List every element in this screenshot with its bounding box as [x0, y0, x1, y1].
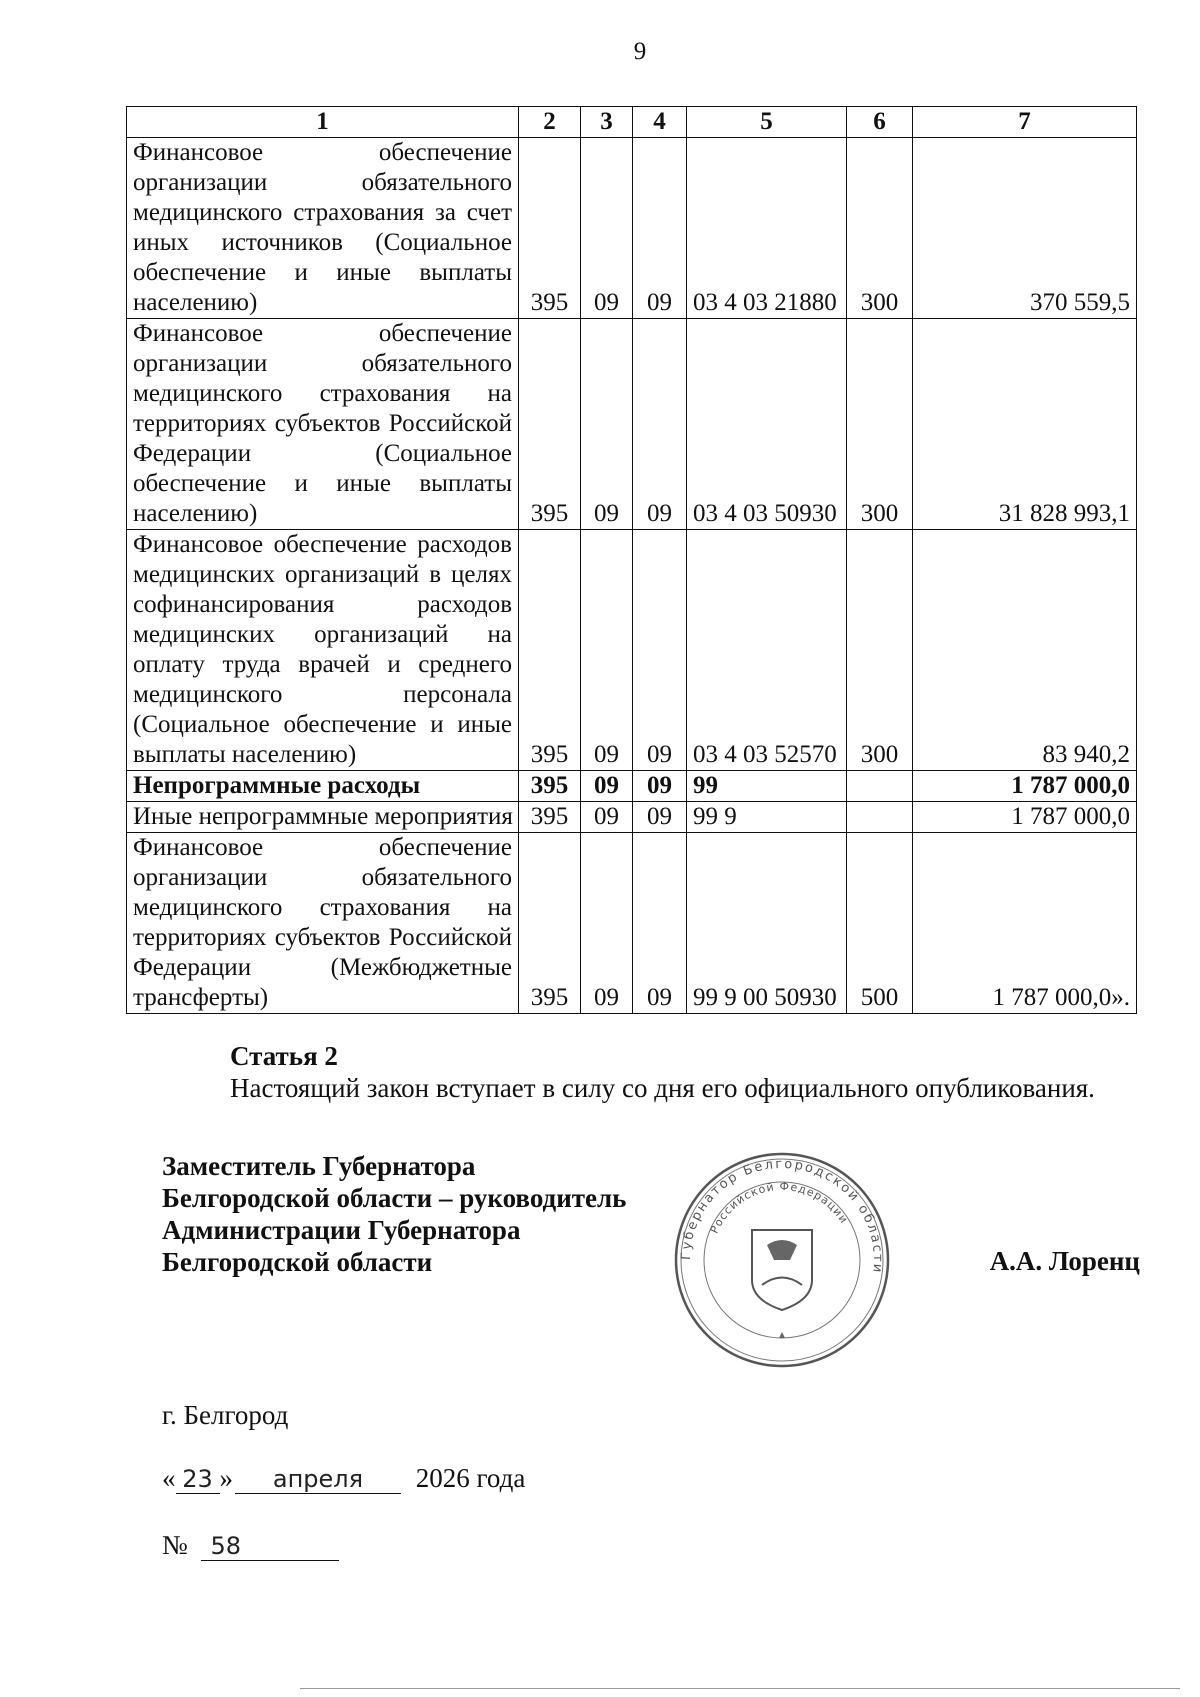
row-subsection: 09 [633, 833, 687, 1014]
row-ministry-code: 395 [519, 530, 581, 771]
document-number [162, 1530, 339, 1561]
row-name: Иные непрограммные мероприятия [127, 802, 519, 833]
row-expense-type: 300 [847, 138, 913, 319]
signer-title-line: Администрации Губернатора [162, 1215, 521, 1245]
table-row [127, 833, 1137, 1014]
number-value: 58 [201, 1532, 339, 1561]
place: г. Белгород [162, 1400, 289, 1430]
row-amount: 1 787 000,0 [913, 802, 1137, 833]
row-section: 09 [581, 319, 633, 530]
budget-table [126, 106, 1137, 1014]
row-section: 09 [581, 138, 633, 319]
signer-title-line: Белгородской области [162, 1247, 433, 1277]
table-row [127, 802, 1137, 833]
table-row [127, 530, 1137, 771]
header-col-3: 3 [581, 107, 633, 138]
date-open-quote: « [162, 1463, 176, 1493]
number-label: № [162, 1530, 188, 1560]
row-section: 09 [581, 771, 633, 802]
table-row-total [127, 771, 1137, 802]
row-ministry-code: 395 [519, 802, 581, 833]
header-col-5: 5 [687, 107, 847, 138]
header-col-2: 2 [519, 107, 581, 138]
table-row [127, 138, 1137, 319]
signer-title-line: Белгородской области – руководитель [162, 1183, 627, 1213]
row-subsection: 09 [633, 138, 687, 319]
date-month: апреля [235, 1465, 401, 1494]
row-target-article: 99 9 [687, 802, 847, 833]
header-col-6: 6 [847, 107, 913, 138]
svg-text:Российской Федерации: Российской Федерации [707, 1179, 851, 1236]
row-expense-type [847, 802, 913, 833]
table-row [127, 319, 1137, 530]
row-section: 09 [581, 833, 633, 1014]
header-col-7: 7 [913, 107, 1137, 138]
row-section: 09 [581, 530, 633, 771]
row-subsection: 09 [633, 802, 687, 833]
row-expense-type: 300 [847, 319, 913, 530]
row-amount: 31 828 993,1 [913, 319, 1137, 530]
row-section: 09 [581, 802, 633, 833]
row-expense-type: 500 [847, 833, 913, 1014]
date-line [162, 1463, 525, 1494]
row-amount: 83 940,2 [913, 530, 1137, 771]
row-ministry-code: 395 [519, 138, 581, 319]
row-name: Финансовое обеспечение организации обязательного медицинского страхования на территориях субъектов Российской Федерации (Социальное обеспечение и иные выплаты населению) [127, 319, 519, 530]
date-year: 2026 года [415, 1463, 526, 1493]
row-name: Непрограммные расходы [127, 771, 519, 802]
row-target-article: 99 9 00 50930 [687, 833, 847, 1014]
date-close-quote: » [219, 1463, 233, 1493]
row-subsection: 09 [633, 319, 687, 530]
row-ministry-code: 395 [519, 833, 581, 1014]
row-name: Финансовое обеспечение организации обязательного медицинского страхования на территориях субъектов Российской Федерации (Межбюджетные трансферты) [127, 833, 519, 1014]
official-seal [672, 1150, 892, 1370]
row-ministry-code: 395 [519, 771, 581, 802]
row-amount: 1 787 000,0». [913, 833, 1137, 1014]
row-amount: 370 559,5 [913, 138, 1137, 319]
article-2 [230, 1040, 1150, 1104]
svg-text:Губернатор Белгородской област: Губернатор Белгородской области [678, 1156, 886, 1276]
bottom-rule [300, 1688, 1180, 1689]
row-subsection: 09 [633, 771, 687, 802]
row-target-article: 03 4 03 52570 [687, 530, 847, 771]
row-expense-type [847, 771, 913, 802]
header-col-1: 1 [127, 107, 519, 138]
row-target-article: 03 4 03 50930 [687, 319, 847, 530]
row-name: Финансовое обеспечение расходов медицинских организаций в целях софинансирования расходов медицинских организаций на оплату труда врачей и среднего медицинского персонала (Социальное обеспечение и иные выплаты населению) [127, 530, 519, 771]
row-subsection: 09 [633, 530, 687, 771]
header-col-4: 4 [633, 107, 687, 138]
signer-block [162, 1150, 682, 1278]
row-target-article: 03 4 03 21880 [687, 138, 847, 319]
table-header-row [127, 107, 1137, 138]
row-name: Финансовое обеспечение организации обязательного медицинского страхования за счет иных источников (Социальное обеспечение и иные выплаты населению) [127, 138, 519, 319]
row-ministry-code: 395 [519, 319, 581, 530]
date-day: 23 [176, 1465, 220, 1494]
article-text: Настоящий закон вступает в силу со дня его официального опубликования. [230, 1073, 1095, 1103]
row-expense-type: 300 [847, 530, 913, 771]
row-target-article: 99 [687, 771, 847, 802]
article-title: Статья 2 [230, 1041, 338, 1071]
row-amount: 1 787 000,0 [913, 771, 1137, 802]
signer-name: А.А. Лоренц [989, 1246, 1140, 1276]
page-number: 9 [633, 38, 647, 65]
signer-title-line: Заместитель Губернатора [162, 1151, 476, 1181]
